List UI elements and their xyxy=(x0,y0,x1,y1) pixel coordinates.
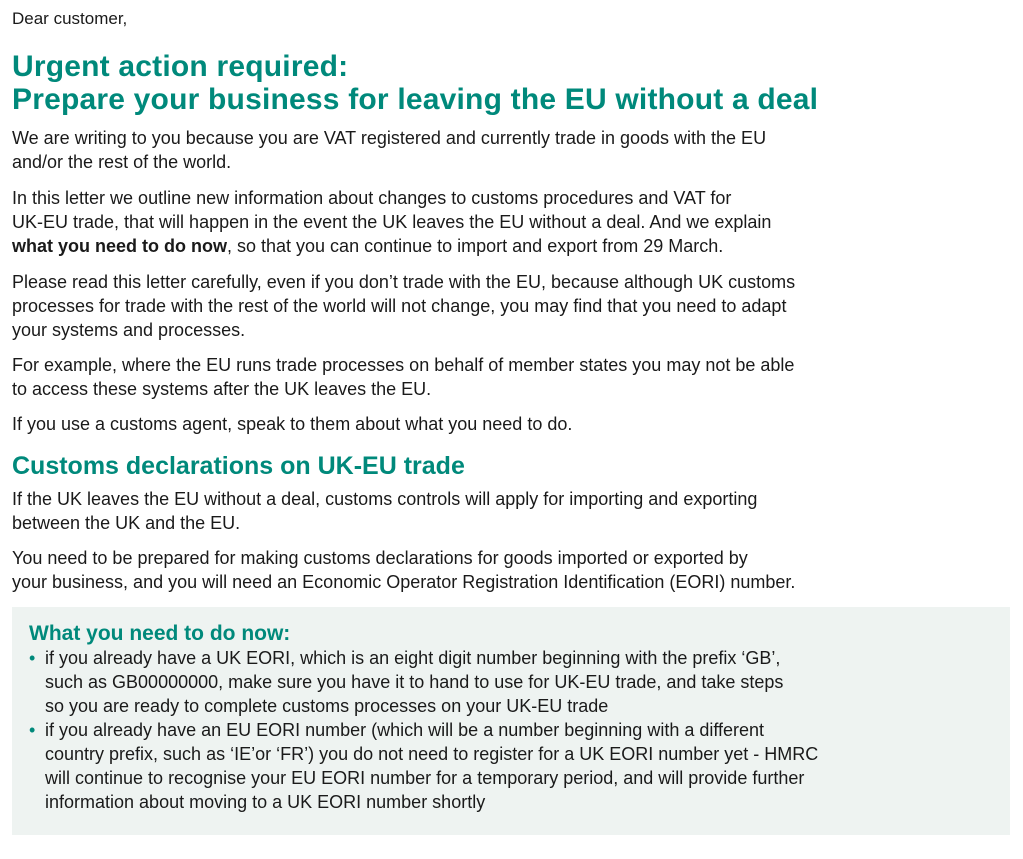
emphasis-text: what you need to do now xyxy=(12,236,227,256)
read-carefully-paragraph xyxy=(12,270,795,342)
bullet-marker: • xyxy=(29,720,36,740)
text-line xyxy=(12,234,771,258)
outline-paragraph xyxy=(12,186,771,258)
declarations-paragraph xyxy=(12,546,795,594)
text-line: Please read this letter carefully, even if you don’t trade with the EU, because although UK customs xyxy=(12,272,796,292)
text-line: your business, and you will need an Economic Operator Registration Identification (EORI) number. xyxy=(12,572,796,592)
text-fragment: , so that you can continue to import and export from 29 March. xyxy=(227,236,724,256)
customs-agent-paragraph: If you use a customs agent, speak to them about what you need to do. xyxy=(12,414,573,434)
text-line: If the UK leaves the EU without a deal, customs controls will apply for importing and exporting xyxy=(12,489,758,509)
text-line: information about moving to a UK EORI number shortly xyxy=(45,792,486,812)
text-line: so you are ready to complete customs processes on your UK-EU trade xyxy=(45,696,609,716)
text-line: your systems and processes. xyxy=(12,320,246,340)
text-line: between the UK and the EU. xyxy=(12,513,241,533)
salutation: Dear customer, xyxy=(12,9,128,28)
action-box xyxy=(12,607,1010,835)
text-line: if you already have a UK EORI, which is an eight digit number beginning with the prefix ‘GB’, xyxy=(45,648,781,668)
text-line: country prefix, such as ‘IE’or ‘FR’) you do not need to register for a UK EORI number yet - HMRC xyxy=(45,744,819,764)
list-item xyxy=(29,646,784,718)
text-line: In this letter we outline new information about changes to customs procedures and VAT for xyxy=(12,188,732,208)
section-heading: Customs declarations on UK-EU trade xyxy=(12,452,465,480)
action-box-title: What you need to do now: xyxy=(29,622,291,645)
customs-controls-paragraph xyxy=(12,487,757,535)
example-paragraph xyxy=(12,353,794,401)
text-line: and/or the rest of the world. xyxy=(12,152,232,172)
text-line: You need to be prepared for making customs declarations for goods imported or exported by xyxy=(12,548,748,568)
text-line: processes for trade with the rest of the world will not change, you may find that you need to adapt xyxy=(12,296,787,316)
page-title xyxy=(12,50,818,116)
text-line: will continue to recognise your EU EORI number for a temporary period, and will provide further xyxy=(45,768,805,788)
list-item xyxy=(29,718,819,814)
text-line: to access these systems after the UK leaves the EU. xyxy=(12,379,432,399)
title-line-2: Prepare your business for leaving the EU without a deal xyxy=(12,83,819,116)
text-line: UK-EU trade, that will happen in the event the UK leaves the EU without a deal. And we explain xyxy=(12,212,772,232)
text-line: For example, where the EU runs trade processes on behalf of member states you may not be able xyxy=(12,355,795,375)
title-line-1: Urgent action required: xyxy=(12,50,349,83)
text-line: if you already have an EU EORI number (which will be a number beginning with a different xyxy=(45,720,765,740)
intro-paragraph xyxy=(12,126,766,174)
bullet-marker: • xyxy=(29,648,36,668)
text-line: such as GB00000000, make sure you have it to hand to use for UK-EU trade, and take steps xyxy=(45,672,784,692)
text-line: We are writing to you because you are VAT registered and currently trade in goods with the EU xyxy=(12,128,767,148)
